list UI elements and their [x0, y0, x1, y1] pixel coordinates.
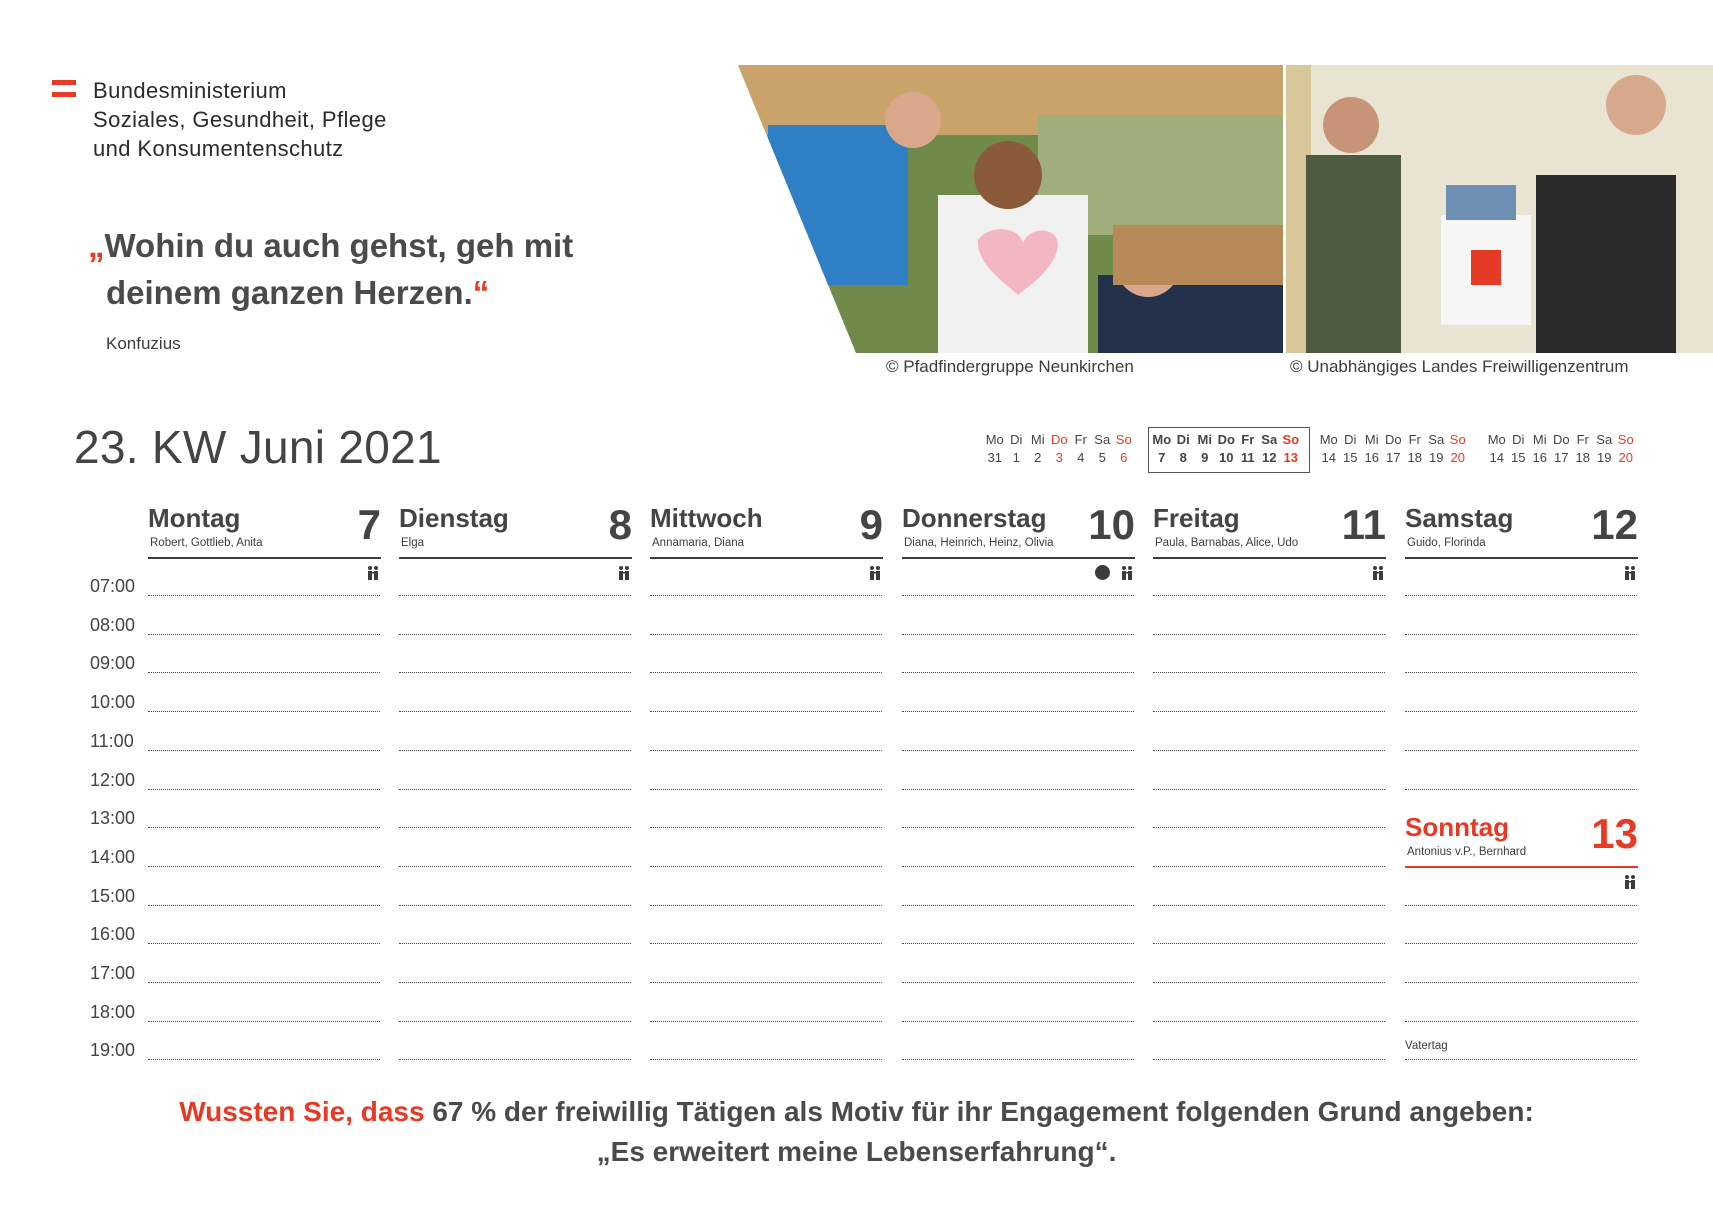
time-slot-line[interactable]: [399, 789, 631, 790]
time-slot-line[interactable]: [148, 1021, 380, 1022]
time-slot-line[interactable]: [902, 1059, 1134, 1060]
day-saints: Antonius v.P., Bernhard: [1407, 846, 1527, 858]
time-slot-line[interactable]: [399, 1059, 631, 1060]
time-label: 09:00: [90, 653, 136, 674]
time-label: 17:00: [90, 963, 136, 983]
time-slot-line[interactable]: [399, 827, 631, 828]
time-slot-line[interactable]: [1153, 672, 1385, 673]
time-slot-line[interactable]: [148, 866, 380, 867]
time-slot-line[interactable]: [399, 634, 631, 635]
time-label: 08:00: [90, 614, 136, 635]
mini-calendar-date: 17: [1554, 450, 1569, 465]
day-name: Freitag: [1153, 503, 1240, 533]
time-slot-line[interactable]: [1153, 750, 1385, 751]
day-saints: Paula, Barnabas, Alice, Udo: [1155, 537, 1299, 549]
mini-calendar-date: 15: [1343, 450, 1358, 465]
footer-line-2: „Es erweitert meine Lebenserfahrung“.: [596, 1136, 1117, 1167]
mini-calendar-weekday: Mo: [1152, 432, 1172, 447]
time-label: 18:00: [90, 1001, 136, 1022]
time-slot-line[interactable]: [650, 827, 882, 828]
time-slot-line[interactable]: [148, 1059, 380, 1060]
time-label: 10:00: [90, 692, 136, 713]
day-saints: Robert, Gottlieb, Anita: [150, 537, 263, 549]
time-slot-line[interactable]: [1405, 982, 1637, 983]
quote-author: Konfuzius: [106, 334, 181, 353]
time-slot-line[interactable]: [399, 982, 631, 983]
ministry-name: [93, 76, 387, 163]
mini-calendar-date: 14: [1321, 450, 1336, 465]
mini-calendar-weekday: Do: [1552, 432, 1570, 447]
mini-calendar: [984, 431, 1135, 467]
time-slot-line[interactable]: [902, 943, 1134, 944]
day-number: 13: [1591, 810, 1638, 857]
photo-scouts: [738, 65, 1283, 353]
day-header-dienstag: [399, 503, 632, 559]
day-number: 7: [357, 501, 381, 548]
time-slot-line[interactable]: [1405, 672, 1637, 673]
mini-calendar-date: 9: [1201, 450, 1209, 465]
sunday-note: Vatertag: [1405, 1040, 1448, 1052]
time-slot-line[interactable]: [902, 905, 1134, 906]
time-slot-line[interactable]: [902, 827, 1134, 828]
time-slot-line[interactable]: [650, 789, 882, 790]
day-number: 10: [1088, 501, 1135, 548]
time-slot-line[interactable]: [902, 1021, 1134, 1022]
footer-highlight: Wussten Sie, dass: [179, 1096, 425, 1127]
time-slot-line[interactable]: [399, 711, 631, 712]
time-slot-line[interactable]: [1153, 943, 1385, 944]
time-slot-line[interactable]: [650, 943, 882, 944]
people-icon: [1119, 565, 1135, 581]
time-slot-line[interactable]: [1153, 982, 1385, 983]
time-label: 13:00: [90, 808, 136, 829]
time-slot-line[interactable]: [148, 711, 380, 712]
mini-calendar-weekday: Do: [1217, 432, 1235, 447]
mini-calendar-date: 10: [1219, 450, 1234, 465]
people-icon: [867, 565, 883, 581]
time-label: 15:00: [90, 885, 136, 906]
mini-calendar-date: 3: [1055, 450, 1063, 465]
time-slot-line[interactable]: [1405, 943, 1637, 944]
day-header-montag: [148, 503, 381, 559]
quote-close-mark: “: [472, 274, 490, 311]
mini-calendar-date: 18: [1575, 450, 1590, 465]
time-slot-line[interactable]: [148, 750, 380, 751]
time-label: 19:00: [90, 1040, 136, 1061]
footer-fact: [0, 1092, 1713, 1172]
ministry-line-3: und Konsumentenschutz: [93, 136, 344, 161]
time-slot-line[interactable]: [902, 750, 1134, 751]
time-slot-line[interactable]: [1153, 711, 1385, 712]
mini-calendar-weekday: Do: [1050, 432, 1068, 447]
mini-calendar-date: 20: [1450, 450, 1465, 465]
time-slot-line[interactable]: [148, 827, 380, 828]
time-slot-line[interactable]: [148, 595, 380, 596]
time-slot-line[interactable]: [1405, 789, 1637, 790]
people-icon: [1622, 565, 1638, 581]
mini-calendar: [1486, 431, 1637, 467]
time-slot-line[interactable]: [650, 1021, 882, 1022]
mini-calendar-weekday: Di: [1512, 432, 1525, 447]
time-slot-line[interactable]: [1153, 866, 1385, 867]
people-icon: [1622, 874, 1638, 890]
photo-caption-2: © Unabhängiges Landes Freiwilligenzentrum: [1290, 357, 1629, 376]
time-slot-line[interactable]: [1405, 711, 1637, 712]
time-slot-line[interactable]: [650, 905, 882, 906]
mini-calendar-date: 20: [1618, 450, 1633, 465]
photo-caption-1: © Pfadfindergruppe Neunkirchen: [886, 357, 1134, 376]
time-slot-line[interactable]: [650, 634, 882, 635]
day-name: Mittwoch: [650, 503, 763, 533]
time-slot-line[interactable]: [1153, 905, 1385, 906]
day-number: 8: [608, 501, 632, 548]
mini-calendar-weekday: Di: [1010, 432, 1023, 447]
austria-flag-logo: [52, 80, 76, 97]
time-slot-line[interactable]: [1405, 750, 1637, 751]
time-slot-line[interactable]: [1405, 1059, 1637, 1060]
time-slot-line[interactable]: [1153, 595, 1385, 596]
week-title: 23. KW Juni 2021: [74, 421, 442, 473]
ministry-line-2: Soziales, Gesundheit, Pflege: [93, 107, 387, 132]
quote-line-1: Wohin du auch gehst, geh mit: [104, 227, 574, 264]
day-name: Sonntag: [1405, 812, 1509, 842]
day-saints: Annamaria, Diana: [652, 537, 745, 549]
mini-calendar-date: 16: [1364, 450, 1379, 465]
mini-calendar-weekday: Mi: [1364, 432, 1379, 447]
day-saints: Elga: [401, 537, 425, 549]
mini-calendar-weekday: So: [1115, 432, 1132, 447]
time-label: 16:00: [90, 924, 136, 945]
mini-calendar-weekday: Fr: [1576, 432, 1589, 447]
time-slot-line[interactable]: [399, 672, 631, 673]
time-label: 14:00: [90, 846, 136, 867]
time-slot-line[interactable]: [1405, 1021, 1637, 1022]
time-slot-line[interactable]: [1405, 595, 1637, 596]
mini-calendar-date: 13: [1283, 450, 1298, 465]
mini-calendar-weekday: Do: [1384, 432, 1402, 447]
mini-calendar-weekday: Mi: [1532, 432, 1547, 447]
mini-calendar-weekday: Sa: [1261, 432, 1278, 447]
time-slot-line[interactable]: [399, 750, 631, 751]
mini-calendar-weekday: Fr: [1408, 432, 1421, 447]
time-slot-line[interactable]: [902, 672, 1134, 673]
day-header-donnerstag: [902, 503, 1135, 559]
day-number: 11: [1341, 501, 1386, 548]
mini-calendar-weekday: Mo: [985, 432, 1004, 447]
day-saints: Guido, Florinda: [1407, 537, 1486, 549]
time-slot-line[interactable]: [650, 982, 882, 983]
time-slot-line[interactable]: [148, 672, 380, 673]
time-slot-line[interactable]: [399, 943, 631, 944]
time-slot-line[interactable]: [399, 866, 631, 867]
mini-calendar-weekday: So: [1449, 432, 1466, 447]
mini-calendar-date: 18: [1407, 450, 1422, 465]
people-icon: [1370, 565, 1386, 581]
time-slot-line[interactable]: [1405, 905, 1637, 906]
mini-calendar-weekday: Di: [1176, 432, 1190, 447]
day-header-sonntag: [1405, 812, 1638, 868]
day-number: 9: [859, 501, 883, 548]
mini-calendar-weekday: Sa: [1596, 432, 1613, 447]
quote: [88, 222, 573, 316]
people-icon: [365, 565, 381, 581]
mini-calendar-date: 2: [1034, 450, 1042, 465]
time-slot-line[interactable]: [650, 866, 882, 867]
mini-calendar-date: 17: [1386, 450, 1401, 465]
mini-calendar-date: 8: [1179, 450, 1187, 465]
day-saints: Diana, Heinrich, Heinz, Olivia: [904, 537, 1054, 549]
day-name: Dienstag: [399, 503, 509, 533]
time-slot-line[interactable]: [902, 595, 1134, 596]
mini-calendar-weekday: Di: [1344, 432, 1357, 447]
mini-calendar-date: 6: [1120, 450, 1128, 465]
mini-calendar-date: 15: [1511, 450, 1526, 465]
quote-open-mark: „: [88, 227, 105, 264]
time-slot-line[interactable]: [399, 1021, 631, 1022]
mini-calendar-weekday: Mo: [1487, 432, 1506, 447]
mini-calendar-weekday: So: [1282, 432, 1300, 447]
day-number: 12: [1591, 501, 1638, 548]
time-slot-line[interactable]: [399, 905, 631, 906]
time-slot-line[interactable]: [902, 711, 1134, 712]
mini-calendar-date: 31: [987, 450, 1002, 465]
mini-calendar-date: 16: [1532, 450, 1547, 465]
mini-calendar-date: 19: [1429, 450, 1444, 465]
time-slot-line[interactable]: [902, 866, 1134, 867]
mini-calendar-weekday: Fr: [1241, 432, 1255, 447]
mini-calendar-weekday: Mo: [1319, 432, 1338, 447]
time-slot-line[interactable]: [1153, 634, 1385, 635]
mini-calendar-weekday: Mi: [1197, 432, 1212, 447]
time-label: 11:00: [90, 730, 134, 751]
day-name: Montag: [148, 503, 241, 533]
current-week-highlight: [1148, 427, 1310, 473]
time-slot-line[interactable]: [148, 789, 380, 790]
time-slot-line[interactable]: [902, 789, 1134, 790]
time-slot-line[interactable]: [650, 595, 882, 596]
time-slot-line[interactable]: [148, 634, 380, 635]
time-slot-line[interactable]: [148, 905, 380, 906]
mini-calendar-date: 14: [1489, 450, 1504, 465]
time-slot-line[interactable]: [650, 750, 882, 751]
time-slot-line[interactable]: [399, 595, 631, 596]
mini-calendar-date: 1: [1012, 450, 1020, 465]
mini-calendar-date: 12: [1262, 450, 1277, 465]
mini-calendar-weekday: Sa: [1428, 432, 1445, 447]
photo-volunteers: [1286, 65, 1713, 353]
mini-calendar-weekday: So: [1617, 432, 1634, 447]
time-slot-line[interactable]: [1405, 634, 1637, 635]
time-label: 07:00: [90, 576, 136, 596]
mini-calendar-weekday: Sa: [1094, 432, 1111, 447]
mini-calendar-weekday: Mi: [1030, 432, 1045, 447]
mini-calendar-weekday: Fr: [1074, 432, 1087, 447]
time-slot-line[interactable]: [1153, 1059, 1385, 1060]
mini-calendar-date: 5: [1098, 450, 1106, 465]
mini-calendar-date: 11: [1240, 450, 1255, 465]
new-moon-icon: [1095, 565, 1110, 580]
day-header-samstag: [1405, 503, 1638, 559]
time-slot-line[interactable]: [1153, 1021, 1385, 1022]
people-icon: [616, 565, 632, 581]
time-slot-line[interactable]: [650, 711, 882, 712]
time-slot-line[interactable]: [148, 982, 380, 983]
footer-line-1: 67 % der freiwillig Tätigen als Motiv für ihr Engagement folgenden Grund angeben:: [424, 1096, 1534, 1127]
time-slot-line[interactable]: [902, 634, 1134, 635]
time-slot-line[interactable]: [650, 672, 882, 673]
mini-calendar-date: 4: [1077, 450, 1085, 465]
day-name: Donnerstag: [902, 503, 1047, 533]
mini-calendar-date: 19: [1597, 450, 1612, 465]
quote-line-2: deinem ganzen Herzen.: [106, 274, 473, 311]
ministry-line-1: Bundesministerium: [93, 78, 287, 103]
mini-calendar-date: 7: [1158, 450, 1166, 465]
time-slot-line[interactable]: [1153, 789, 1385, 790]
time-slot-line[interactable]: [148, 943, 380, 944]
time-slot-line[interactable]: [902, 982, 1134, 983]
day-header-freitag: [1153, 503, 1386, 559]
time-slot-line[interactable]: [650, 1059, 882, 1060]
day-header-mittwoch: [650, 503, 883, 559]
time-label: 12:00: [90, 769, 136, 790]
day-name: Samstag: [1405, 503, 1514, 533]
time-slot-line[interactable]: [1153, 827, 1385, 828]
mini-calendar: [1318, 431, 1469, 467]
